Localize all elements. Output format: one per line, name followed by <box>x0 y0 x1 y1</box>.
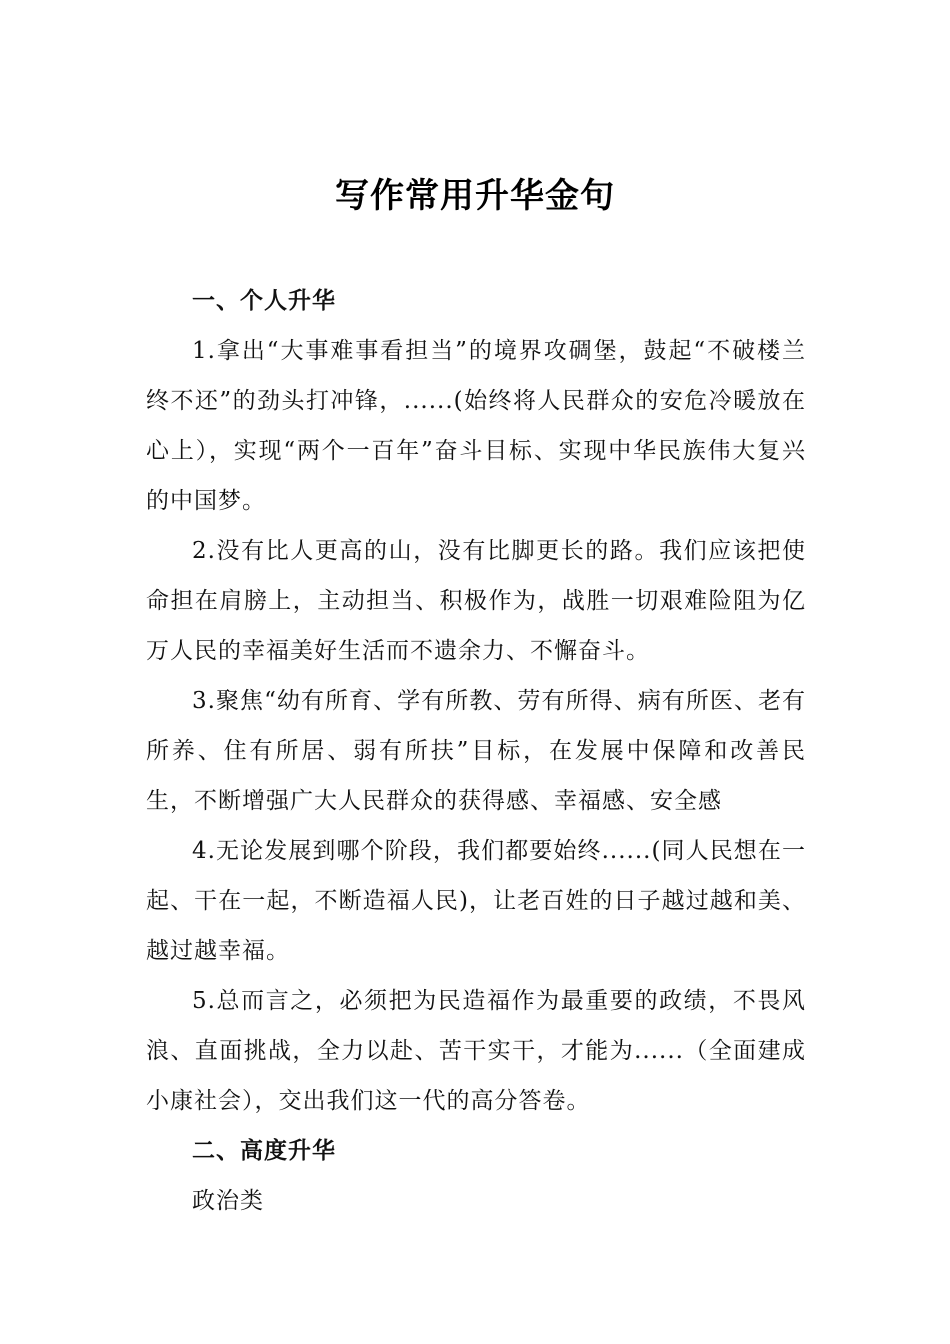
page-title: 写作常用升华金句 <box>335 176 615 216</box>
paragraph-item-3: 3.聚焦“幼有所育、学有所教、劳有所得、病有所医、老有所养、住有所居、弱有所扶”目标，在发展中保障和改善民生，不断增强广大人民群众的获得感、幸福感、安全感 <box>146 688 806 814</box>
section-heading-personal: 一、个人升华 <box>192 288 336 314</box>
document-body <box>146 276 806 1226</box>
paragraph-item-5: 5.总而言之，必须把为民造福作为最重要的政绩，不畏风浪、直面挑战，全力以赴、苦干实干，才能为......（全面建成小康社会），交出我们这一代的高分答卷。 <box>146 988 806 1114</box>
paragraph-item-4: 4.无论发展到哪个阶段，我们都要始终......(同人民想在一起、干在一起，不断造福人民)，让老百姓的日子越过越和美、越过越幸福。 <box>146 838 806 964</box>
paragraph-item-2: 2.没有比人更高的山，没有比脚更长的路。我们应该把使命担在肩膀上，主动担当、积极作为，战胜一切艰难险阻为亿万人民的幸福美好生活而不遗余力、不懈奋斗。 <box>146 538 806 664</box>
paragraph-item-1: 1.拿出“大事难事看担当”的境界攻碉堡，鼓起“不破楼兰终不还”的劲头打冲锋，......(始终将人民群众的安危冷暖放在心上），实现“两个一百年”奋斗目标、实现中华民族伟大复兴的中国梦。 <box>146 338 806 514</box>
subsection-heading-politics: 政治类 <box>192 1188 264 1214</box>
section-heading-height: 二、高度升华 <box>192 1138 336 1164</box>
